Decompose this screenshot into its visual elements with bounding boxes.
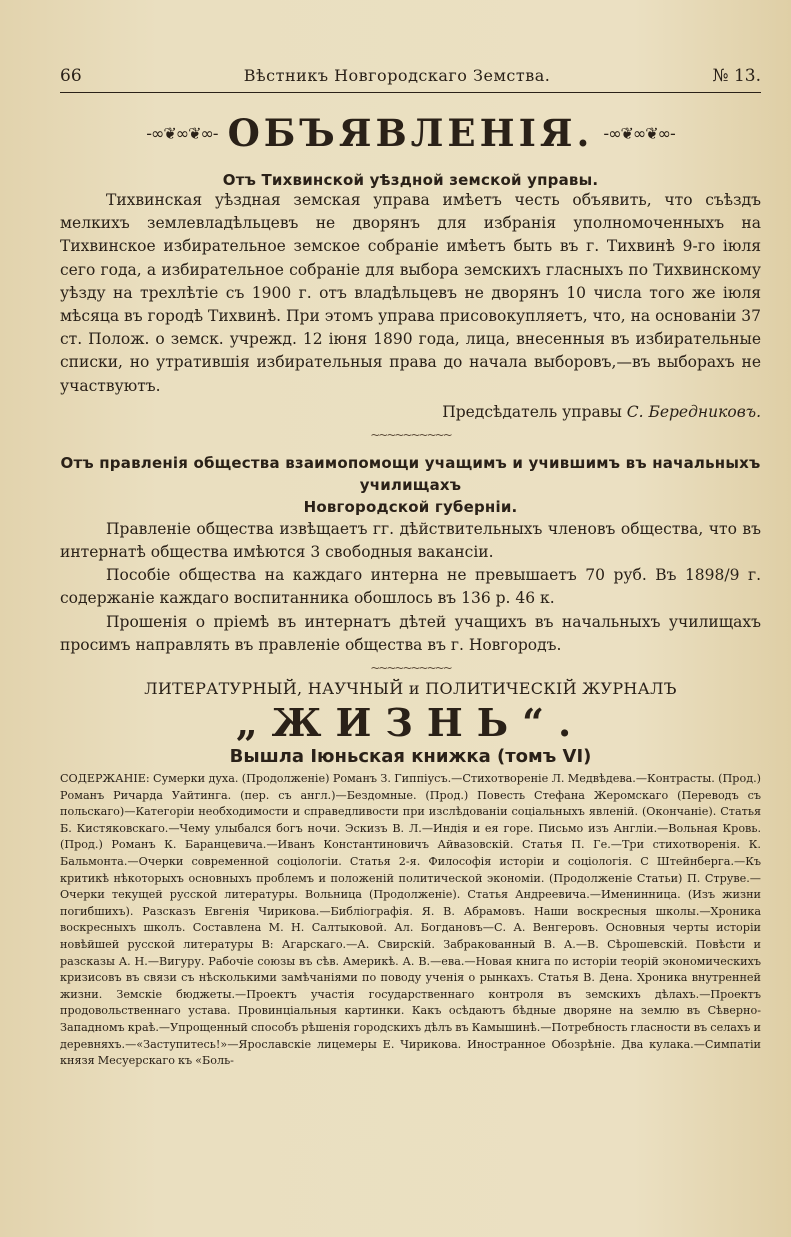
announcements-banner (60, 111, 761, 155)
ornament-left-icon: -∞❦∞❦∞- (146, 123, 218, 143)
notice2-title-line1: Отъ правленія общества взаимопомощи учащимъ и учившимъ въ начальныхъ училищахъ (60, 453, 761, 494)
ornament-right-icon: -∞❦∞❦∞- (603, 123, 675, 143)
notice1-signature (60, 400, 761, 424)
notice2-title-line2: Новгородской губерніи. (303, 497, 518, 516)
journal-heading: ЛИТЕРАТУРНЫЙ, НАУЧНЫЙ и ПОЛИТИЧЕСКІЙ ЖУРНАЛЪ (144, 679, 677, 699)
announcements-title: ОБЪЯВЛЕНІЯ. (227, 111, 594, 155)
divider-1: ~~~~~~~~~~ (370, 427, 451, 442)
page-number: 66 (60, 66, 82, 86)
divider-2: ~~~~~~~~~~ (370, 661, 451, 676)
journal-running-title: Вѣстникъ Новгородскаго Земства. (243, 66, 551, 85)
journal-contents: СОДЕРЖАНІЕ: Сумерки духа. (Продолженіе) Романъ З. Гиппіусъ.—Стихотвореніе Л. Медвѣдева.—Контрасты. (Прод.) Романъ Ричарда Уайтинга. (пер. съ англ.)—Бездомные. (Прод.) Повесть Стефана Жеромскаго (Переводъ съ польскаго)—Категоріи необходимости и справедливости при изслѣдованіи соціальныхъ явленій. (Окончаніе). Статья Б. Кистяковскаго.—Чему улыбался богъ ночи. Эскизъ В. Л.—Индія и ея горе. Письмо изъ Англіи.—Вольная Кровь. (Прод.) Романъ К. Баранцевича.—Иванъ Константиновичъ Айвазовскій. Статья П. Ге.—Три стихотворенія. К. Бальмонта.—Очерки современной соціологіи. Статья 2-я. Философія исторіи и соціологія. С Штейнберга.—Къ критикѣ нѣкоторыхъ основныхъ проблемъ и положеній политической экономіи. (Продолженіе Статьи) П. Струве.—Очерки текущей русской литературы. Вольница (Продолженіе). Статья Андреевича.—Именинница. (Изъ жизни погибшихъ). Разсказъ Евгенія Чирикова.—Библіографія. Я. В. Абрамовъ. Наши воскресныя школы.—Хроника воскресныхъ школъ. Составлена М. Н. Салтыковой. Ал. Богдановъ—С. А. Венгеровъ. Основныя черты исторіи новѣйшей русской литературы В: Агарскаго.—А. Свирскій. Забракованный В. А.—В. Сѣрошевскій. Повѣсти и разсказы А. Н.—Вигуру. Рабочіе союзы въ сѣв. Америкѣ. А. В.—ева.—Новая книга по исторіи теорій экономическихъ кризисовъ въ связи съ нѣсколькими замѣчаніями по поводу ученія о рынкахъ. Статья В. Дена. Хроника внутренней жизни. Земскіе бюджеты.—Проектъ участія государственнаго контроля въ земскихъ дѣлахъ.—Проектъ продовольственнаго устава. Провинціальныя картинки. Какъ осѣдаютъ бѣдные дворяне на землю въ Сѣверно-Западномъ краѣ.—Упрощенный способъ рѣшенія городскихъ дѣлъ въ Камышинѣ.—Потребность гласности въ селахъ и деревняхъ.—«Заступитесь!»—Ярославскіе лицемеры Е. Чирикова. Иностранное Обозрѣніе. Два кулака.—Симпатіи князя Месуерскаго къ «Боль- (60, 772, 761, 1068)
issue-number: № 13. (712, 66, 761, 86)
notice2-para1: Правленіе общества извѣщаетъ гг. дѣйствительныхъ членовъ общества, что въ интернатѣ общества имѣются 3 свободныя вакансіи. (60, 519, 761, 562)
notice2-title (60, 452, 761, 518)
journal-issue: Вышла Іюньская книжка (томъ VI) (229, 746, 592, 768)
signature-name: С. Бередниковъ. (626, 402, 761, 421)
page-header (60, 66, 761, 93)
notice2-para3: Прошенія о пріемѣ въ интернатъ дѣтей учащихъ въ начальныхъ училищахъ просимъ направлять въ правленіе общества въ г. Новгородъ. (60, 612, 761, 654)
notice1-text: Тихвинская уѣздная земская управа имѣетъ честь объявить, что съѣздъ мелкихъ землевладѣльцевъ не дворянъ для избранія уполномоченныхъ на Тихвинское избирательное земское собраніе имѣетъ быть въ г. Тихвинѣ 9-го іюля сего года, а избирательное собраніе для выбора земскихъ гласныхъ по Тихвинскому уѣзду на трехлѣтіе съ 1900 г. отъ владѣльцевъ не дворянъ 10 числа того же іюля мѣсяца въ городѣ Тихвинѣ. При этомъ управа присовокупляетъ, что, на основаніи 37 ст. Полож. о земск. учрежд. 12 іюня 1890 года, лица, внесенныя въ избирательные списки, но утратившія избирательныя права до начала выборовъ,—въ выборахъ не участвуютъ. (60, 191, 761, 395)
journal-name: „ЖИЗНЬ“. (235, 700, 586, 746)
notice1-title: Отъ Тихвинской уѣздной земской управы. (222, 171, 599, 189)
notice2-para2: Пособіе общества на каждаго интерна не превышаетъ 70 руб. Въ 1898/9 г. содержаніе каждаго воспитанника обошлось въ 136 р. 46 к. (60, 566, 761, 608)
signature-prefix: Предсѣдатель управы (442, 402, 622, 421)
